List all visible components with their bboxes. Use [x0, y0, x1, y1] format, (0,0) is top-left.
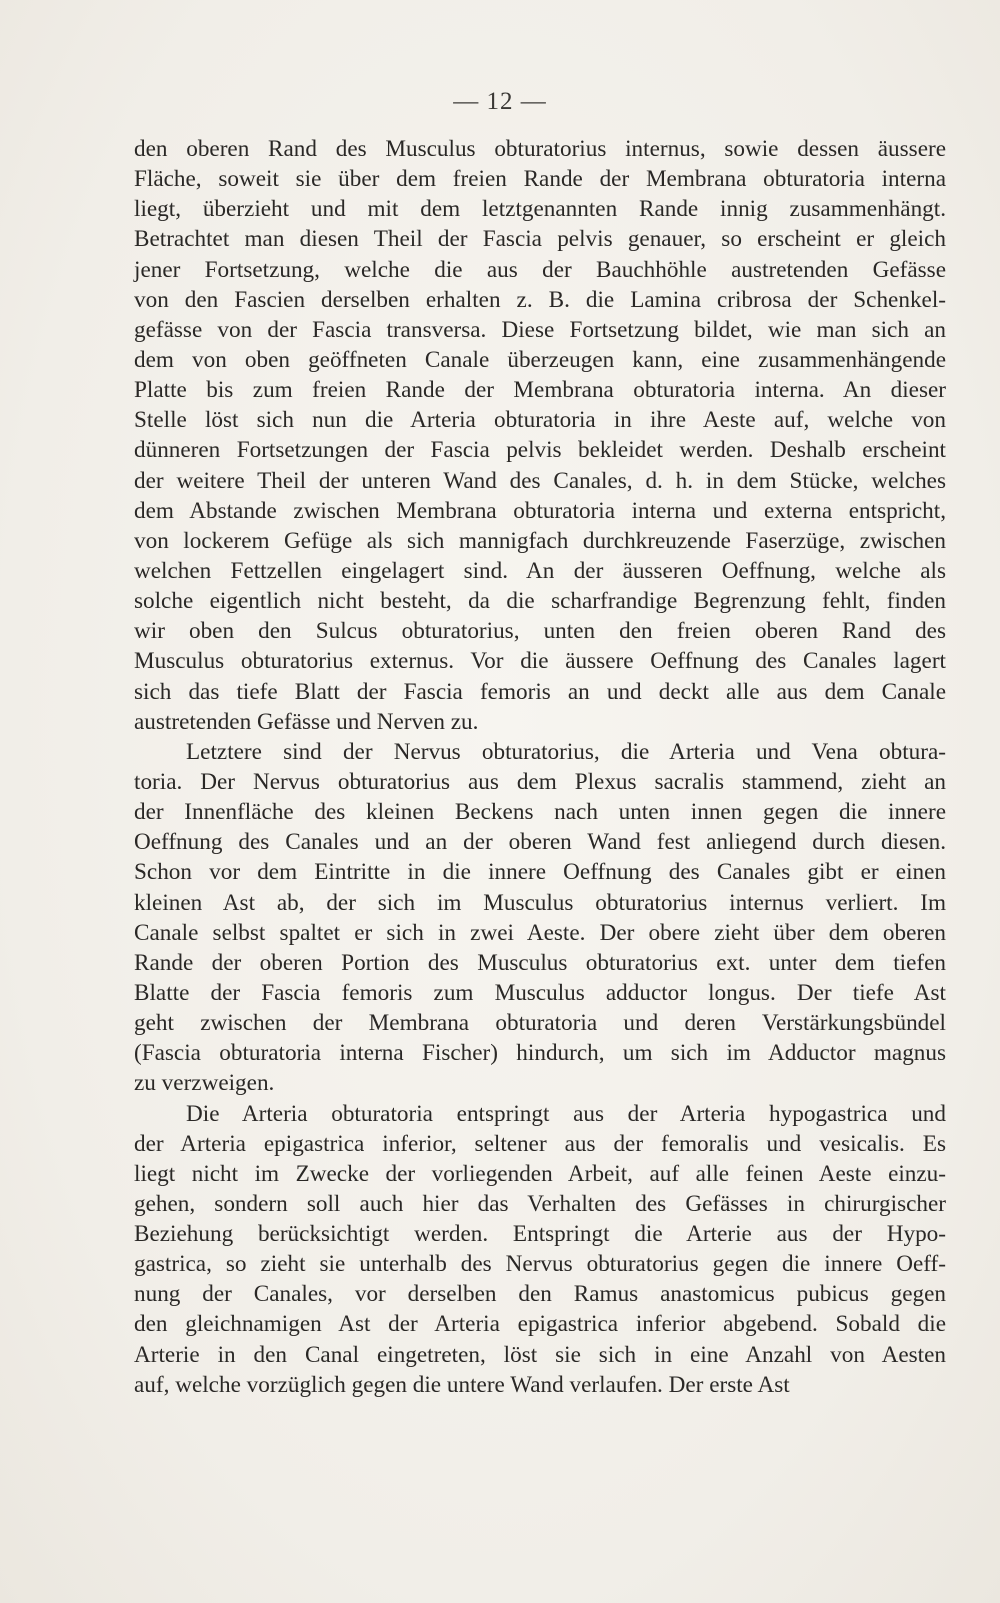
text-line: liegt nicht im Zwecke der vorliegenden Arbeit, auf alle feinen Aeste einzu-	[134, 1160, 946, 1187]
text-line: jener Fortsetzung, welche die aus der Bauchhöhle austretenden Gefässe	[134, 256, 946, 283]
text-line: Schon vor dem Eintritte in die innere Oeffnung des Canales gibt er einen	[134, 859, 946, 886]
paragraph	[134, 737, 946, 1099]
text-line: (Fascia obturatoria interna Fischer) hindurch, um sich im Adductor magnus	[134, 1040, 946, 1067]
text-line: welchen Fettzellen eingelagert sind. An der äusseren Oeffnung, welche als	[134, 557, 946, 584]
text-line: Letztere sind der Nervus obturatorius, die Arteria und Vena obtura-	[186, 738, 946, 765]
text-line: gefässe von der Fascia transversa. Diese Fortsetzung bildet, wie man sich an	[134, 316, 946, 343]
text-line: solche eigentlich nicht besteht, da die scharfrandige Begrenzung fehlt, finden	[134, 588, 946, 615]
text-line: Die Arteria obturatoria entspringt aus der Arteria hypogastrica und	[186, 1100, 946, 1127]
text-line: Betrachtet man diesen Theil der Fascia pelvis genauer, so erscheint er gleich	[134, 226, 946, 253]
text-line: zu verzweigen.	[134, 1070, 275, 1097]
text-line: kleinen Ast ab, der sich im Musculus obturatorius internus verliert. Im	[134, 889, 946, 916]
text-line: Platte bis zum freien Rande der Membrana obturatoria interna. An dieser	[134, 377, 946, 404]
paragraph	[134, 1099, 946, 1400]
text-line: geht zwischen der Membrana obturatoria und deren Verstärkungsbündel	[134, 1010, 946, 1037]
body-text	[134, 134, 946, 1400]
text-line: sich das tiefe Blatt der Fascia femoris an und deckt alle aus dem Canale	[134, 678, 946, 705]
text-line: liegt, überzieht und mit dem letztgenannten Rande innig zusammenhängt.	[134, 196, 946, 223]
text-line: Arterie in den Canal eingetreten, löst sie sich in eine Anzahl von Aesten	[134, 1341, 946, 1368]
text-line: toria. Der Nervus obturatorius aus dem Plexus sacralis stammend, zieht an	[134, 768, 946, 795]
text-line: der Innenfläche des kleinen Beckens nach unten innen gegen die innere	[134, 799, 946, 826]
text-line: gastrica, so zieht sie unterhalb des Nervus obturatorius gegen die innere Oeff-	[134, 1251, 946, 1278]
text-line: der weitere Theil der unteren Wand des Canales, d. h. in dem Stücke, welches	[134, 467, 946, 494]
text-line: dünneren Fortsetzungen der Fascia pelvis bekleidet werden. Deshalb erscheint	[134, 437, 946, 464]
text-line: dem Abstande zwischen Membrana obturatoria interna und externa entspricht,	[134, 497, 946, 524]
text-line: wir oben den Sulcus obturatorius, unten den freien oberen Rand des	[134, 618, 946, 645]
text-line: gehen, sondern soll auch hier das Verhalten des Gefässes in chirurgischer	[134, 1190, 946, 1217]
text-line: den oberen Rand des Musculus obturatorius internus, sowie dessen äussere	[134, 136, 946, 162]
text-line: Fläche, soweit sie über dem freien Rande der Membrana obturatoria interna	[134, 166, 946, 193]
text-line: Beziehung berücksichtigt werden. Entspringt die Arterie aus der Hypo-	[134, 1221, 946, 1248]
text-line: den gleichnamigen Ast der Arteria epigastrica inferior abgebend. Sobald die	[134, 1311, 946, 1338]
text-line: auf, welche vorzüglich gegen die untere Wand verlaufen. Der erste Ast	[134, 1371, 790, 1398]
text-line: Stelle löst sich nun die Arteria obturatoria in ihre Aeste auf, welche von	[134, 407, 946, 434]
text-line: von den Fascien derselben erhalten z. B. die Lamina cribrosa der Schenkel-	[134, 286, 946, 313]
text-line: der Arteria epigastrica inferior, seltener aus der femoralis und vesicalis. Es	[134, 1130, 946, 1157]
text-line: dem von oben geöffneten Canale überzeugen kann, eine zusammenhängende	[134, 346, 946, 373]
text-line: von lockerem Gefüge als sich mannigfach durchkreuzende Faserzüge, zwischen	[134, 527, 946, 554]
text-line: Blatte der Fascia femoris zum Musculus adductor longus. Der tiefe Ast	[134, 979, 946, 1006]
text-line: Canale selbst spaltet er sich in zwei Aeste. Der obere zieht über dem oberen	[134, 919, 946, 946]
text-line: austretenden Gefässe und Nerven zu.	[134, 708, 479, 735]
paragraph	[134, 134, 946, 737]
text-line: Oeffnung des Canales und an der oberen Wand fest anliegend durch diesen.	[134, 829, 946, 856]
text-line: Rande der oberen Portion des Musculus obturatorius ext. unter dem tiefen	[134, 949, 946, 976]
page-number: — 12 —	[453, 88, 547, 115]
text-line: Musculus obturatorius externus. Vor die äussere Oeffnung des Canales lagert	[134, 648, 946, 675]
text-line: nung der Canales, vor derselben den Ramus anastomicus pubicus gegen	[134, 1281, 946, 1308]
